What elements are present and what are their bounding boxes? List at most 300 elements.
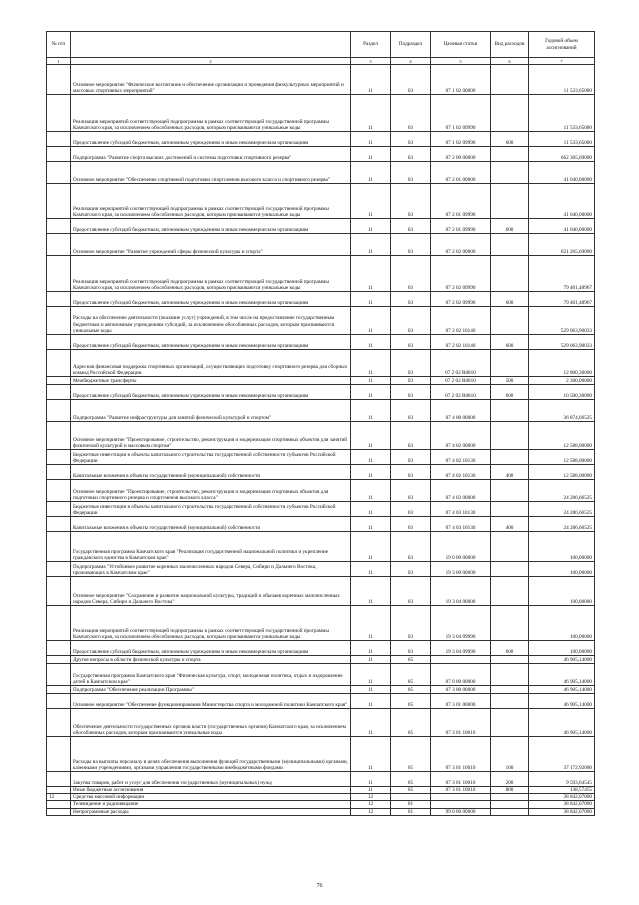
target-article-cell: 07 4 03 10130: [431, 517, 491, 532]
target-article-cell: 07 2 02 R0810: [431, 350, 491, 377]
target-article-cell: 07 4 03 10130: [431, 502, 491, 517]
table-row: [47, 219, 595, 234]
razdel-cell: 11: [351, 422, 391, 450]
target-article-cell: 07 1 02 00000: [431, 65, 491, 95]
row-name-cell: Предоставление субсидий бюджетным, автономным учреждениям и иным некоммерческим организациям: [71, 132, 351, 147]
row-number-cell: [47, 737, 71, 772]
razdel-cell: 11: [351, 606, 391, 641]
table-row: [47, 450, 595, 465]
table-row: [47, 808, 595, 815]
razdel-cell: 11: [351, 480, 391, 502]
podrazdel-cell: 05: [391, 709, 431, 737]
row-number-cell: [47, 664, 71, 686]
podrazdel-cell: 05: [391, 656, 431, 664]
podrazdel-cell: 05: [391, 686, 431, 694]
expense-type-cell: 400: [491, 465, 529, 480]
table-row: [47, 377, 595, 385]
table-row: [47, 577, 595, 606]
table-header-row: [47, 32, 595, 58]
header-target-article: Целевая статья: [431, 32, 491, 58]
razdel-cell: 11: [351, 656, 391, 664]
row-name-cell: Реализация мероприятий соответствующей подпрограммы в рамках соответствующей государственной программы Камчатского края, за исключением обособленных расходов, которым присваиваются уникальные коды: [71, 95, 351, 132]
table-row: [47, 606, 595, 641]
amount-cell: 100,00000: [529, 606, 595, 641]
amount-cell: 621 265,69000: [529, 234, 595, 256]
row-name-cell: Иные бюджетные ассигнования: [71, 787, 351, 794]
row-number-cell: [47, 219, 71, 234]
razdel-cell: 11: [351, 292, 391, 307]
table-row: [47, 641, 595, 656]
target-article-cell: 07 4 02 00000: [431, 422, 491, 450]
razdel-cell: 11: [351, 787, 391, 794]
razdel-cell: 11: [351, 307, 391, 335]
podrazdel-cell: 05: [391, 737, 431, 772]
razdel-cell: 11: [351, 256, 391, 292]
amount-cell: 79 401,48967: [529, 292, 595, 307]
table-row: [47, 664, 595, 686]
row-name-cell: Основное мероприятие "Проектирование, строительство, реконструкция и модернизация спортивных объектов для занятий физической культурой и массовым спортом": [71, 422, 351, 450]
row-name-cell: Подпрограмма "Обеспечение реализации Программы": [71, 686, 351, 694]
row-name-cell: Подпрограмма "Развитие спорта высших достижений и системы подготовки спортивного резерва": [71, 147, 351, 162]
expense-type-cell: [491, 234, 529, 256]
budget-table: [46, 31, 595, 816]
expense-type-cell: [491, 686, 529, 694]
razdel-cell: 11: [351, 219, 391, 234]
row-number-cell: [47, 465, 71, 480]
table-row: [47, 132, 595, 147]
row-number-cell: [47, 686, 71, 694]
target-article-cell: 07 2 01 09990: [431, 184, 491, 219]
podrazdel-cell: 03: [391, 184, 431, 219]
table-row: [47, 307, 595, 335]
razdel-cell: 11: [351, 132, 391, 147]
expense-type-cell: [491, 147, 529, 162]
target-article-cell: 07 2 00 00000: [431, 147, 491, 162]
row-number-cell: [47, 787, 71, 794]
row-number-cell: [47, 450, 71, 465]
podrazdel-cell: 03: [391, 480, 431, 502]
row-name-cell: Бюджетные инвестиции в объекты капитального строительства государственной собственности субъектов Российской Федерации: [71, 450, 351, 465]
target-article-cell: 07 1 02 09990: [431, 132, 491, 147]
table-row: [47, 562, 595, 577]
row-name-cell: Основное мероприятие "Обеспечение функционирования Министерства спорта и молодежной политики Камчатского края": [71, 694, 351, 709]
expense-type-cell: [491, 794, 529, 801]
expense-type-cell: 100: [491, 737, 529, 772]
amount-cell: 9 593,64545: [529, 772, 595, 787]
expense-type-cell: 400: [491, 517, 529, 532]
podrazdel-cell: [391, 794, 431, 801]
amount-cell: 46 905,14000: [529, 709, 595, 737]
amount-cell: 46 905,14000: [529, 664, 595, 686]
target-article-cell: [431, 656, 491, 664]
razdel-cell: 11: [351, 562, 391, 577]
table-row: [47, 737, 595, 772]
row-name-cell: Основное мероприятие "Развитие учреждений сферы физической культуры и спорта": [71, 234, 351, 256]
header-name: [71, 32, 351, 58]
row-number-cell: [47, 162, 71, 184]
target-article-cell: 07 2 02 R0810: [431, 377, 491, 385]
podrazdel-cell: 05: [391, 694, 431, 709]
expense-type-cell: 800: [491, 787, 529, 794]
podrazdel-cell: 03: [391, 606, 431, 641]
header-annual-amount: Годовой объем ассигнований: [529, 32, 595, 58]
row-number-cell: 12: [47, 794, 71, 801]
row-number-cell: [47, 577, 71, 606]
expense-type-cell: [491, 502, 529, 517]
expense-type-cell: [491, 808, 529, 815]
expense-type-cell: [491, 307, 529, 335]
header-podrazdel: Подраздел: [391, 32, 431, 58]
amount-cell: 100,00000: [529, 641, 595, 656]
table-row: [47, 292, 595, 307]
razdel-cell: 11: [351, 450, 391, 465]
header-razdel: Раздел: [351, 32, 391, 58]
target-article-cell: 19 3 04 00000: [431, 577, 491, 606]
expense-type-cell: [491, 400, 529, 422]
podrazdel-cell: 03: [391, 162, 431, 184]
podrazdel-cell: 03: [391, 422, 431, 450]
amount-cell: 38 842,07000: [529, 801, 595, 808]
amount-cell: 37 172,92000: [529, 737, 595, 772]
table-row: [47, 465, 595, 480]
amount-cell: 12 588,00000: [529, 422, 595, 450]
target-article-cell: 07 2 02 09990: [431, 292, 491, 307]
row-name-cell: Предоставление субсидий бюджетным, автономным учреждениям и иным некоммерческим организациям: [71, 335, 351, 350]
podrazdel-cell: 01: [391, 808, 431, 815]
razdel-cell: 11: [351, 502, 391, 517]
podrazdel-cell: 03: [391, 219, 431, 234]
target-article-cell: 19 3 04 09990: [431, 606, 491, 641]
target-article-cell: 19 3 00 00000: [431, 562, 491, 577]
razdel-cell: 11: [351, 532, 391, 562]
amount-cell: 41 040,00000: [529, 184, 595, 219]
row-name-cell: Непрограммные расходы: [71, 808, 351, 815]
row-number-cell: [47, 808, 71, 815]
target-article-cell: 07 4 00 00000: [431, 400, 491, 422]
header-num: № п/п: [47, 32, 71, 58]
table-row: [47, 422, 595, 450]
podrazdel-cell: 03: [391, 132, 431, 147]
header-expense-type: Вид расходов: [491, 32, 529, 58]
table-row: [47, 400, 595, 422]
amount-cell: 12 588,00000: [529, 465, 595, 480]
table-row: [47, 162, 595, 184]
table-row: [47, 686, 595, 694]
razdel-cell: 11: [351, 162, 391, 184]
expense-type-cell: 600: [491, 132, 529, 147]
expense-type-cell: [491, 450, 529, 465]
razdel-cell: 11: [351, 686, 391, 694]
table-row: [47, 502, 595, 517]
target-article-cell: 07 2 02 09990: [431, 256, 491, 292]
target-article-cell: 07 2 02 00000: [431, 234, 491, 256]
page-number: 76: [316, 883, 323, 889]
expense-type-cell: [491, 656, 529, 664]
target-article-cell: 07 3 01 10010: [431, 709, 491, 737]
razdel-cell: 11: [351, 641, 391, 656]
table-row: [47, 147, 595, 162]
razdel-cell: 11: [351, 772, 391, 787]
target-article-cell: 07 3 01 10010: [431, 737, 491, 772]
row-name-cell: Межбюджетные трансферты: [71, 377, 351, 385]
row-name-cell: Реализация мероприятий соответствующей подпрограммы в рамках соответствующей государственной программы Камчатского края, за исключением обособленных расходов, которым присваиваются уникальные коды: [71, 256, 351, 292]
amount-cell: 12 800,30000: [529, 350, 595, 377]
target-article-cell: 07 3 01 10010: [431, 787, 491, 794]
row-name-cell: Обеспечение деятельности государственных органов власти (государственных органов) Камчатского края, за исключением обособленных расходов, которым присваиваются уникальные коды: [71, 709, 351, 737]
target-article-cell: 07 4 02 10130: [431, 450, 491, 465]
amount-cell: 10 500,30000: [529, 385, 595, 400]
razdel-cell: 11: [351, 335, 391, 350]
target-article-cell: [431, 801, 491, 808]
razdel-cell: 11: [351, 709, 391, 737]
row-number-cell: [47, 95, 71, 132]
expense-type-cell: [491, 256, 529, 292]
amount-cell: 46 905,14000: [529, 694, 595, 709]
target-article-cell: 07 3 01 10010: [431, 772, 491, 787]
podrazdel-cell: 03: [391, 562, 431, 577]
row-name-cell: Телевидение и радиовещание: [71, 801, 351, 808]
razdel-cell: 11: [351, 385, 391, 400]
expense-type-cell: 500: [491, 377, 529, 385]
expense-type-cell: [491, 801, 529, 808]
podrazdel-cell: 03: [391, 641, 431, 656]
expense-type-cell: 600: [491, 335, 529, 350]
amount-cell: 36 874,66525: [529, 400, 595, 422]
row-number-cell: [47, 772, 71, 787]
razdel-cell: 11: [351, 95, 391, 132]
row-name-cell: Предоставление субсидий бюджетным, автономным учреждениям и иным некоммерческим организациям: [71, 385, 351, 400]
index-cell: 3: [351, 58, 391, 65]
expense-type-cell: [491, 422, 529, 450]
expense-type-cell: [491, 350, 529, 377]
table-row: [47, 256, 595, 292]
row-name-cell: Предоставление субсидий бюджетным, автономным учреждениям и иным некоммерческим организациям: [71, 219, 351, 234]
target-article-cell: 07 2 02 R0810: [431, 385, 491, 400]
amount-cell: 24 286,66525: [529, 502, 595, 517]
amount-cell: 38 842,07000: [529, 808, 595, 815]
row-name-cell: Другие вопросы в области физической культуры и спорта: [71, 656, 351, 664]
row-name-cell: Реализация мероприятий соответствующей подпрограммы в рамках соответствующей государственной программы Камчатского края, за исключением обособленных расходов, которым присваиваются уникальные коды: [71, 606, 351, 641]
amount-cell: 100,00000: [529, 562, 595, 577]
table-row: [47, 385, 595, 400]
row-name-cell: Расходы на обеспечение деятельности (оказание услуг) учреждений, в том числе на предоставление государственным бюджетным и автономным учреждениям субсидий, за исключением обособленных расходов, которым присваиваются уникальные коды: [71, 307, 351, 335]
amount-cell: 38 842,07000: [529, 794, 595, 801]
podrazdel-cell: 03: [391, 256, 431, 292]
amount-cell: 24 286,66525: [529, 517, 595, 532]
expense-type-cell: [491, 606, 529, 641]
table-row: [47, 801, 595, 808]
index-cell: 2: [71, 58, 351, 65]
amount-cell: 11 533,65000: [529, 95, 595, 132]
target-article-cell: 07 4 03 00000: [431, 480, 491, 502]
row-name-cell: Государственная программа Камчатского края "Физическая культура, спорт, молодежная политика, отдых и оздоровление детей в Камчатском крае": [71, 664, 351, 686]
expense-type-cell: 600: [491, 219, 529, 234]
row-name-cell: Капитальные вложения в объекты государственной (муниципальной) собственности: [71, 465, 351, 480]
razdel-cell: 11: [351, 465, 391, 480]
row-name-cell: Подпрограмма "Развитие инфраструктуры для занятий физической культурой и спортом": [71, 400, 351, 422]
expense-type-cell: [491, 709, 529, 737]
table-row: [47, 694, 595, 709]
podrazdel-cell: 03: [391, 532, 431, 562]
table-row: [47, 709, 595, 737]
row-number-cell: [47, 532, 71, 562]
index-cell: 6: [491, 58, 529, 65]
row-name-cell: Средства массовой информации: [71, 794, 351, 801]
table-row: [47, 656, 595, 664]
index-cell: 4: [391, 58, 431, 65]
podrazdel-cell: 03: [391, 465, 431, 480]
target-article-cell: 07 0 00 00000: [431, 664, 491, 686]
amount-cell: 24 286,66525: [529, 480, 595, 502]
razdel-cell: 11: [351, 65, 391, 95]
amount-cell: 138,57455: [529, 787, 595, 794]
amount-cell: 41 040,00000: [529, 162, 595, 184]
amount-cell: 41 040,00000: [529, 219, 595, 234]
table-row: [47, 95, 595, 132]
row-number-cell: [47, 335, 71, 350]
row-number-cell: [47, 562, 71, 577]
row-number-cell: [47, 709, 71, 737]
row-number-cell: [47, 480, 71, 502]
row-number-cell: [47, 502, 71, 517]
razdel-cell: 11: [351, 350, 391, 377]
podrazdel-cell: 03: [391, 577, 431, 606]
podrazdel-cell: 05: [391, 772, 431, 787]
expense-type-cell: [491, 95, 529, 132]
podrazdel-cell: 03: [391, 502, 431, 517]
razdel-cell: 11: [351, 737, 391, 772]
table-row: [47, 772, 595, 787]
table-row: [47, 532, 595, 562]
target-article-cell: 07 3 01 00000: [431, 694, 491, 709]
row-name-cell: Основное мероприятие "Физическое воспитание и обеспечение организации и проведения физкультурных мероприятий и массовых спортивных мероприятий": [71, 65, 351, 95]
razdel-cell: 11: [351, 400, 391, 422]
expense-type-cell: [491, 65, 529, 95]
row-number-cell: [47, 606, 71, 641]
row-name-cell: Государственная программа Камчатского края "Реализация государственной национальной политики и укрепление гражданского единства в Камчатском крае": [71, 532, 351, 562]
podrazdel-cell: 03: [391, 335, 431, 350]
amount-cell: 662 305,69000: [529, 147, 595, 162]
row-number-cell: [47, 256, 71, 292]
razdel-cell: 11: [351, 147, 391, 162]
amount-cell: 529 063,90033: [529, 335, 595, 350]
row-name-cell: Закупка товаров, работ и услуг для обеспечения государственных (муниципальных) нужд: [71, 772, 351, 787]
razdel-cell: 11: [351, 184, 391, 219]
table-row: [47, 787, 595, 794]
expense-type-cell: [491, 480, 529, 502]
row-number-cell: [47, 517, 71, 532]
expense-type-cell: 600: [491, 292, 529, 307]
table-row: [47, 184, 595, 219]
amount-cell: 100,00000: [529, 577, 595, 606]
row-number-cell: [47, 385, 71, 400]
row-name-cell: Подпрограмма "Устойчивое развитие коренных малочисленных народов Севера, Сибири и Дальнего Востока, проживающих в Камчатском крае": [71, 562, 351, 577]
expense-type-cell: [491, 162, 529, 184]
table-row: [47, 350, 595, 377]
table-row: [47, 234, 595, 256]
index-cell: 5: [431, 58, 491, 65]
row-number-cell: [47, 234, 71, 256]
table-row: [47, 335, 595, 350]
amount-cell: 2 300,00000: [529, 377, 595, 385]
target-article-cell: 07 2 01 00000: [431, 162, 491, 184]
index-cell: 7: [529, 58, 595, 65]
amount-cell: 100,00000: [529, 532, 595, 562]
row-number-cell: [47, 184, 71, 219]
podrazdel-cell: 05: [391, 664, 431, 686]
row-number-cell: [47, 307, 71, 335]
expense-type-cell: 600: [491, 385, 529, 400]
row-name-cell: Реализация мероприятий соответствующей подпрограммы в рамках соответствующей государственной программы Камчатского края, за исключением обособленных расходов, которым присваиваются уникальные коды: [71, 184, 351, 219]
row-number-cell: [47, 801, 71, 808]
target-article-cell: 07 4 02 10130: [431, 465, 491, 480]
expense-type-cell: [491, 664, 529, 686]
target-article-cell: [431, 794, 491, 801]
table-row: [47, 480, 595, 502]
expense-type-cell: [491, 562, 529, 577]
expense-type-cell: [491, 694, 529, 709]
target-article-cell: 99 0 00 00000: [431, 808, 491, 815]
razdel-cell: 11: [351, 377, 391, 385]
index-cell: 1: [47, 58, 71, 65]
target-article-cell: 07 2 01 09990: [431, 219, 491, 234]
target-article-cell: 19 0 00 00000: [431, 532, 491, 562]
podrazdel-cell: 03: [391, 350, 431, 377]
row-number-cell: [47, 694, 71, 709]
amount-cell: 46 905,14000: [529, 656, 595, 664]
podrazdel-cell: 03: [391, 400, 431, 422]
row-number-cell: [47, 641, 71, 656]
expense-type-cell: 200: [491, 772, 529, 787]
row-name-cell: Расходы на выплаты персоналу в целях обеспечения выполнения функций государственными (муниципальными) органами, казенными учреждениями, органами управления государственными внебюджетными фондами: [71, 737, 351, 772]
row-name-cell: Адресная финансовая поддержка спортивных организаций, осуществляющих подготовку спортивного резерва для сборных команд Российской Федерации: [71, 350, 351, 377]
amount-cell: 79 401,48967: [529, 256, 595, 292]
table-body: [47, 65, 595, 816]
amount-cell: 11 533,65000: [529, 65, 595, 95]
podrazdel-cell: 03: [391, 292, 431, 307]
row-name-cell: Предоставление субсидий бюджетным, автономным учреждениям и иным некоммерческим организациям: [71, 641, 351, 656]
amount-cell: 529 063,90033: [529, 307, 595, 335]
amount-cell: 12 588,00000: [529, 450, 595, 465]
row-number-cell: [47, 377, 71, 385]
row-number-cell: [47, 292, 71, 307]
podrazdel-cell: 03: [391, 65, 431, 95]
row-number-cell: [47, 656, 71, 664]
razdel-cell: 11: [351, 694, 391, 709]
target-article-cell: 07 3 00 00000: [431, 686, 491, 694]
table-row: [47, 517, 595, 532]
expense-type-cell: 600: [491, 641, 529, 656]
razdel-cell: 11: [351, 577, 391, 606]
column-index-row: [47, 58, 595, 65]
row-number-cell: [47, 422, 71, 450]
row-name-cell: Предоставление субсидий бюджетным, автономным учреждениям и иным некоммерческим организациям: [71, 292, 351, 307]
razdel-cell: 12: [351, 801, 391, 808]
podrazdel-cell: 05: [391, 787, 431, 794]
row-number-cell: [47, 147, 71, 162]
row-name-cell: Основное мероприятие "Сохранение и развитие национальной культуры, традиций и обычаев коренных малочисленных народов Севера, Сибири и Дальнего Востока": [71, 577, 351, 606]
row-number-cell: [47, 65, 71, 95]
row-number-cell: [47, 400, 71, 422]
podrazdel-cell: 03: [391, 95, 431, 132]
razdel-cell: 11: [351, 517, 391, 532]
row-name-cell: Основное мероприятие "Проектирование, строительство, реконструкция и модернизация спортивных объектов для подготовки спортивного резерва и спортсменов высокого класса": [71, 480, 351, 502]
podrazdel-cell: 03: [391, 517, 431, 532]
target-article-cell: 07 2 02 10140: [431, 307, 491, 335]
table-row: [47, 794, 595, 801]
amount-cell: 46 905,14000: [529, 686, 595, 694]
razdel-cell: 12: [351, 794, 391, 801]
